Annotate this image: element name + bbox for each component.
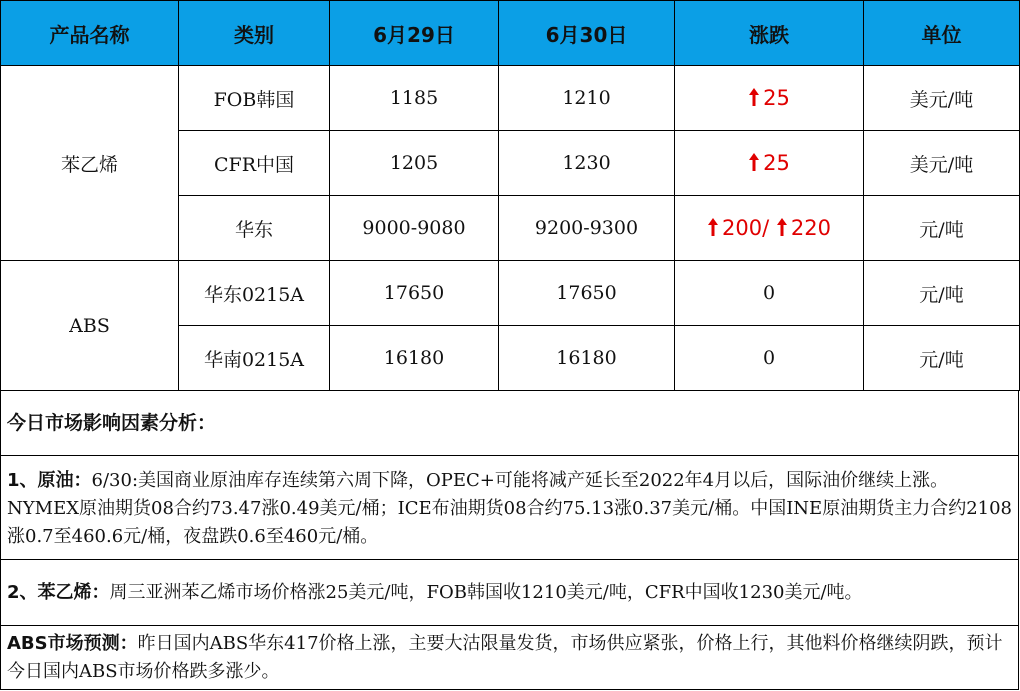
- header-unit: 单位: [864, 1, 1020, 66]
- unit-cell: 美元/吨: [864, 131, 1020, 196]
- up-arrow-icon: [748, 87, 760, 107]
- unit-cell: 美元/吨: [864, 66, 1020, 131]
- change-cell: [675, 66, 864, 131]
- styrene-label: 2、苯乙烯：: [7, 581, 110, 603]
- abs-forecast-label: ABS市场预测：: [7, 633, 138, 654]
- change-cell: 0: [675, 261, 864, 326]
- table-header-row: [1, 1, 1020, 66]
- up-arrow-icon: [776, 217, 788, 237]
- table-row: [1, 66, 1020, 131]
- styrene-paragraph: [0, 560, 1019, 626]
- jun29-cell: 1205: [330, 131, 499, 196]
- unit-cell: 元/吨: [864, 261, 1020, 326]
- header-product-name: 产品名称: [1, 1, 179, 66]
- crude-oil-paragraph: [0, 456, 1019, 560]
- jun30-cell: 1230: [499, 131, 675, 196]
- jun29-cell: 9000-9080: [330, 196, 499, 261]
- change-value: 25: [763, 86, 790, 110]
- unit-cell: 元/吨: [864, 326, 1020, 391]
- category-cell: 华东: [179, 196, 330, 261]
- jun30-cell: 1210: [499, 66, 675, 131]
- crude-oil-label: 1、原油：: [7, 470, 92, 491]
- up-arrow-icon: [748, 152, 760, 172]
- change-value-high: 220: [790, 216, 831, 240]
- abs-forecast-paragraph: [0, 626, 1019, 690]
- change-cell: [675, 131, 864, 196]
- jun29-cell: 17650: [330, 261, 499, 326]
- category-cell: FOB韩国: [179, 66, 330, 131]
- header-jun30: 6月30日: [499, 1, 675, 66]
- table-row: [1, 261, 1020, 326]
- jun30-cell: 17650: [499, 261, 675, 326]
- header-category: 类别: [179, 1, 330, 66]
- up-arrow-icon: [707, 217, 719, 237]
- jun30-cell: 16180: [499, 326, 675, 391]
- header-change: 涨跌: [675, 1, 864, 66]
- change-cell: 0: [675, 326, 864, 391]
- unit-cell: 元/吨: [864, 196, 1020, 261]
- category-cell: CFR中国: [179, 131, 330, 196]
- change-value-low: 200/: [722, 216, 770, 240]
- header-jun29: 6月29日: [330, 1, 499, 66]
- category-cell: 华东0215A: [179, 261, 330, 326]
- category-cell: 华南0215A: [179, 326, 330, 391]
- styrene-text: 周三亚洲苯乙烯市场价格涨25美元/吨，FOB韩国收1210美元/吨，CFR中国收1230美元/吨。: [109, 581, 863, 603]
- crude-oil-text: 6/30:美国商业原油库存连续第六周下降，OPEC+可能将减产延长至2022年4月以后，国际油价继续上涨。NYMEX原油期货08合约73.47涨0.49美元/桶；ICE布油期货08合约75.13涨0.37美元/桶。中国INE原油期货主力合约2108涨0.7至460.6元/桶，夜盘跌0.6至460元/桶。: [7, 470, 1012, 547]
- analysis-title: 今日市场影响因素分析：: [0, 390, 1019, 456]
- change-cell: [675, 196, 864, 261]
- jun30-cell: 9200-9300: [499, 196, 675, 261]
- jun29-cell: 1185: [330, 66, 499, 131]
- product-name-styrene: 苯乙烯: [1, 66, 179, 261]
- change-value: 25: [763, 151, 790, 175]
- jun29-cell: 16180: [330, 326, 499, 391]
- product-name-abs: ABS: [1, 261, 179, 391]
- abs-forecast-text: 昨日国内ABS华东417价格上涨，主要大沽限量发货，市场供应紧张，价格上行，其他料价格继续阴跌，预计今日国内ABS市场价格跌多涨少。: [7, 633, 1003, 682]
